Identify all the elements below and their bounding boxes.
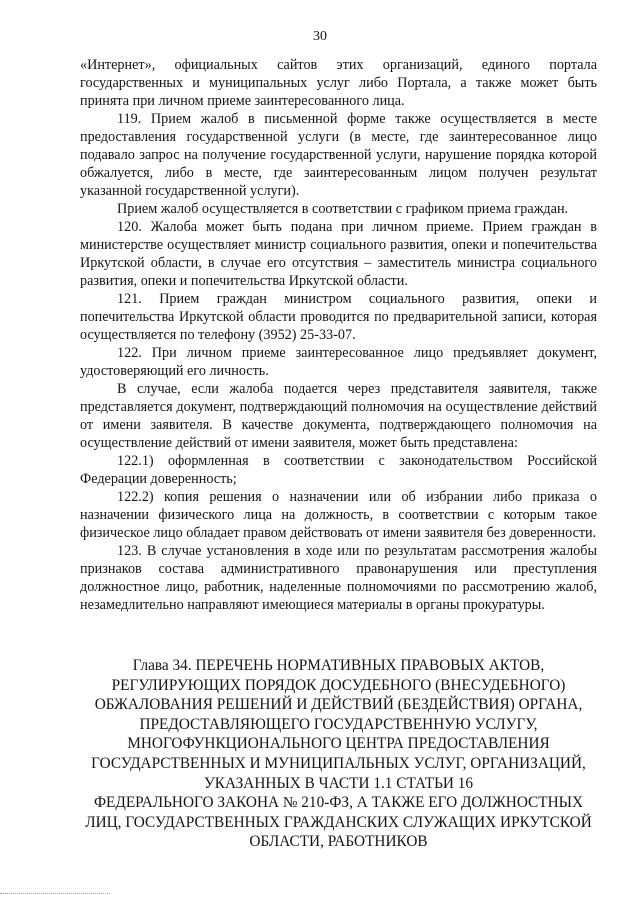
footer-divider <box>0 893 110 894</box>
chapter-heading-line: ПРЕДОСТАВЛЯЮЩЕГО ГОСУДАРСТВЕННУЮ УСЛУГУ, <box>139 715 538 733</box>
paragraph-120: 120. Жалоба может быть подана при личном приеме. Прием граждан в министерстве осуществляет министр социального развития, опеки и попечительства Иркутской области, в случае его отсутствия – заместитель министра социального развития, опеки и попечительства Иркутской области. <box>80 219 597 289</box>
chapter-heading-line: Глава 34. ПЕРЕЧЕНЬ НОРМАТИВНЫХ ПРАВОВЫХ АКТОВ, <box>132 657 545 674</box>
paragraph-representative: В случае, если жалоба подается через представителя заявителя, также представляется документ, подтверждающий полномочия на осуществление действий от имени заявителя. В качестве документа, подтверждающего полномочия на осуществление действий от имени заявителя, может быть представлена: <box>80 381 597 451</box>
paragraph-119: 119. Прием жалоб в письменной форме также осуществляется в месте предоставления государственной услуги (в месте, где заинтересованное лицо подавало запрос на получение государственной услуги, нарушение порядка которой обжалуется, либо в месте, где заинтересованным лицом получен результат указанной государственной услуги). <box>80 111 597 199</box>
chapter-heading-line: УКАЗАННЫХ В ЧАСТИ 1.1 СТАТЬИ 16 <box>203 774 474 792</box>
paragraph-portal-continuation: «Интернет», официальных сайтов этих организаций, единого портала государственных и муниципальных услуг либо Портала, а также может быть принята при личном приеме заинтересованного лица. <box>80 57 597 109</box>
paragraph-121: 121. Прием граждан министром социального развития, опеки и попечительства Иркутской области проводится по предварительной записи, которая осуществляется по телефону (3952) 25-33-07. <box>80 291 597 343</box>
page-number: 30 <box>313 29 327 44</box>
chapter-heading-line: ФЕДЕРАЛЬНОГО ЗАКОНА № 210-ФЗ, А ТАКЖЕ ЕГО ДОЛЖНОСТНЫХ <box>93 794 584 812</box>
chapter-heading-line: ОБЖАЛОВАНИЯ РЕШЕНИЙ И ДЕЙСТВИЙ (БЕЗДЕЙСТВИЯ) ОРГАНА, <box>94 696 583 714</box>
chapter-heading-line: ОБЛАСТИ, РАБОТНИКОВ <box>249 833 428 851</box>
chapter-heading-line: МНОГОФУНКЦИОНАЛЬНОГО ЦЕНТРА ПРЕДОСТАВЛЕНИЯ <box>127 735 550 753</box>
paragraph-123: 123. В случае установления в ходе или по результатам рассмотрения жалобы признаков состава административного правонарушения или преступления должностное лицо, работник, наделенные полномочиями по рассмотрению жалоб, незамедлительно направляют имеющиеся материалы в органы прокуратуры. <box>80 543 597 613</box>
chapter-heading <box>80 656 597 852</box>
chapter-heading-line: ГОСУДАРСТВЕННЫХ И МУНИЦИПАЛЬНЫХ УСЛУГ, ОРГАНИЗАЦИЙ, <box>91 754 586 772</box>
paragraph-122-2: 122.2) копия решения о назначении или об избрании либо приказа о назначении физического лица на должность, в соответствии с которым такое физическое лицо обладает правом действовать от имени заявителя без доверенности. <box>80 489 597 541</box>
chapter-heading-line: РЕГУЛИРУЮЩИХ ПОРЯДОК ДОСУДЕБНОГО (ВНЕСУДЕБНОГО) <box>111 676 566 694</box>
chapter-heading-line: ЛИЦ, ГОСУДАРСТВЕННЫХ ГРАЖДАНСКИХ СЛУЖАЩИХ ИРКУТСКОЙ <box>85 813 592 831</box>
body-text <box>80 56 597 614</box>
paragraph-schedule: Прием жалоб осуществляется в соответствии с графиком приема граждан. <box>117 201 569 217</box>
paragraph-122: 122. При личном приеме заинтересованное лицо предъявляет документ, удостоверяющий его личность. <box>80 345 597 379</box>
paragraph-122-1: 122.1) оформленная в соответствии с законодательством Российской Федерации доверенность; <box>80 453 597 487</box>
